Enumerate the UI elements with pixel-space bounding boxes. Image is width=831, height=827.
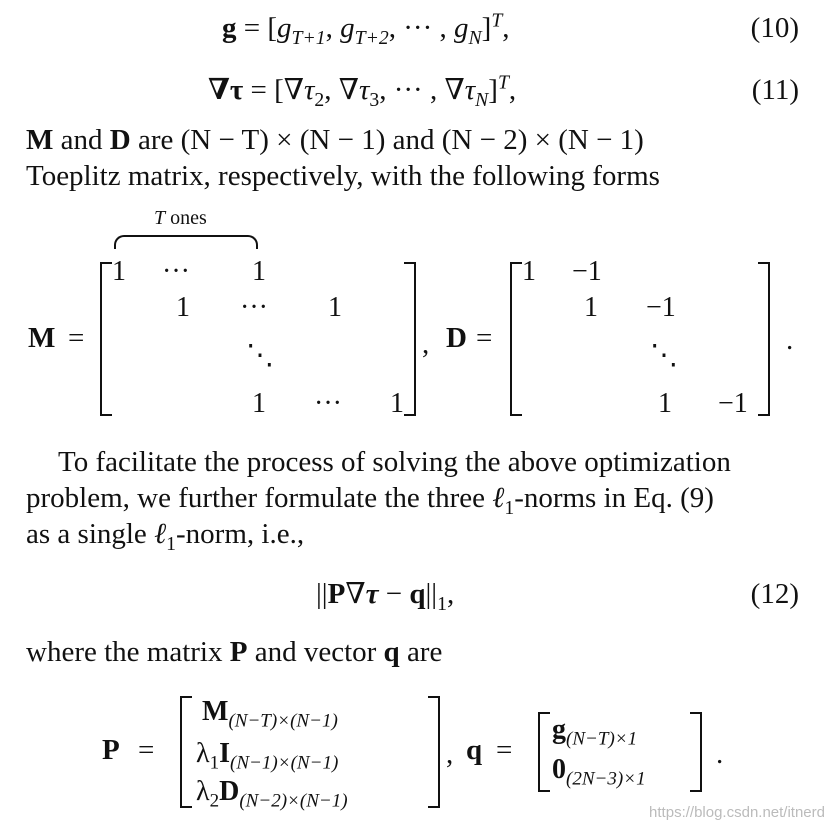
final-q-row-2 xyxy=(552,754,646,790)
brace-label-T: T xyxy=(154,207,166,229)
M-r1-c2: ··· xyxy=(162,256,190,287)
M-r1-c1: 1 xyxy=(112,256,126,287)
final-P-eq: = xyxy=(138,734,155,766)
eq11-t3-sub: N xyxy=(475,88,489,111)
eq10-comma2: , xyxy=(388,12,396,44)
eq11-close: ] xyxy=(488,74,498,106)
final-P-row2-lambda: λ xyxy=(196,738,210,769)
para1-and: and xyxy=(53,124,110,156)
equation-number-10: (10) xyxy=(750,12,799,44)
eq10-close: ] xyxy=(481,12,492,44)
eq11-trail: , xyxy=(508,74,517,106)
matrices-end: . xyxy=(786,324,794,356)
para3-b: and vector xyxy=(247,636,384,668)
final-P-row2-sub: (N−1)×(N−1) xyxy=(230,752,339,774)
final-q-row-1 xyxy=(552,714,638,750)
para2-line2-b: -norms in Eq. (9) xyxy=(514,482,714,514)
eq12-open: || xyxy=(316,578,328,610)
D-r1-c1: 1 xyxy=(522,256,536,287)
eq11-dots: ··· xyxy=(393,74,423,106)
eq10-g2-sub: T+2 xyxy=(354,26,389,49)
equation-11 xyxy=(208,71,517,111)
para2-line3-a: as a single xyxy=(26,518,155,550)
para2-line2-ell: ℓ xyxy=(492,482,505,514)
equation-number-12: (12) xyxy=(750,578,799,610)
brace-label xyxy=(154,206,207,230)
final-P-row2-sym: I xyxy=(219,738,230,769)
paragraph-2-line-1: To facilitate the process of solving the above optimization xyxy=(58,446,731,478)
eq11-eqsign: = xyxy=(250,74,267,106)
eq10-comma3: , xyxy=(439,12,447,44)
eq11-comma2: , xyxy=(379,74,387,106)
M-r2-c3: 1 xyxy=(328,292,342,323)
M-r2-c1: 1 xyxy=(176,292,190,323)
final-q-row2-sub: (2N−3)×1 xyxy=(566,768,646,790)
final-P-row-1 xyxy=(202,696,338,732)
eq12-grad: ∇ xyxy=(345,578,366,610)
final-q-row2-sym: 0 xyxy=(552,754,566,785)
final-P-row2-lambda-sub: 1 xyxy=(209,752,220,774)
eq11-comma1: , xyxy=(324,74,332,106)
final-q-row1-sub: (N−T)×1 xyxy=(566,728,638,750)
matrix-D-right-bracket xyxy=(758,262,770,416)
M-r4-c2: ··· xyxy=(314,388,342,419)
para1-D: D xyxy=(109,124,131,156)
final-end: . xyxy=(716,738,724,770)
eq10-g1: g xyxy=(277,12,292,44)
final-P-right-bracket xyxy=(428,696,440,808)
D-r4-c1: 1 xyxy=(658,388,672,419)
matrix-D-label: D xyxy=(446,322,467,354)
D-r3-c1: ⋱ xyxy=(650,340,678,371)
eq12-tau: τ xyxy=(365,578,379,610)
final-P-row3-lambda: λ xyxy=(196,776,210,807)
eq10-sup: T xyxy=(491,9,503,32)
para3-q: q xyxy=(383,636,400,668)
paragraph-1-line-1 xyxy=(26,122,644,158)
eq11-sup: T xyxy=(497,71,509,94)
final-P-row1-sym: M xyxy=(202,696,229,727)
eq11-t1: ∇τ xyxy=(283,74,315,106)
final-q-label: q xyxy=(466,734,483,766)
eq11-t3: ∇τ xyxy=(444,74,476,106)
final-P-row-2 xyxy=(196,738,339,774)
para2-line2-a: problem, we further formulate the three xyxy=(26,482,493,514)
eq11-lhs: ∇τ xyxy=(208,74,244,106)
para3-c: are xyxy=(399,636,443,668)
final-P-left-bracket xyxy=(180,696,192,808)
M-r4-c3: 1 xyxy=(390,388,404,419)
para3-a: where the matrix xyxy=(26,636,230,668)
para2-line3-ell: ℓ xyxy=(154,518,167,550)
eq12-trail: , xyxy=(446,578,455,610)
para2-line3-b: -norm, i.e., xyxy=(176,518,305,550)
D-r4-c2: −1 xyxy=(718,388,748,419)
matrix-M-right-bracket xyxy=(404,262,416,416)
final-P-label: P xyxy=(102,734,120,766)
final-q-right-bracket xyxy=(690,712,702,792)
final-P-row3-lambda-sub: 2 xyxy=(209,790,220,812)
final-P-row1-sub: (N−T)×(N−1) xyxy=(228,710,338,732)
D-r2-c2: −1 xyxy=(646,292,676,323)
overbrace xyxy=(114,235,258,249)
final-P-row3-sub: (N−2)×(N−1) xyxy=(239,790,348,812)
eq11-comma3: , xyxy=(429,74,438,106)
eq10-g1-sub: T+1 xyxy=(291,26,326,49)
final-sep: , xyxy=(446,738,454,770)
para1-M: M xyxy=(26,124,54,156)
brace-label-ones: ones xyxy=(165,207,207,229)
final-q-eq: = xyxy=(496,734,513,766)
eq10-g3-sub: N xyxy=(468,26,482,49)
eq12-close: || xyxy=(425,578,438,610)
eq11-t1-sub: 2 xyxy=(314,88,325,111)
eq10-lhs: g xyxy=(222,12,237,44)
eq11-t2-sub: 3 xyxy=(369,88,380,111)
D-r2-c1: 1 xyxy=(584,292,598,323)
equation-12 xyxy=(316,576,455,615)
eq10-open: [ xyxy=(267,12,278,44)
eq10-eqsign: = xyxy=(243,12,261,44)
M-r3-c1: ⋱ xyxy=(246,340,274,371)
M-r4-c1: 1 xyxy=(252,388,266,419)
para1-rest: are (N − T) × (N − 1) and (N − 2) × (N − 1) xyxy=(130,124,644,156)
eq10-trail: , xyxy=(502,12,510,44)
eq12-minus: − xyxy=(378,578,410,610)
paragraph-2-line-3 xyxy=(26,516,305,555)
matrix-D-eq: = xyxy=(476,322,493,354)
eq11-t2: ∇τ xyxy=(338,74,370,106)
eq10-dots: ··· xyxy=(403,12,433,44)
final-q-left-bracket xyxy=(538,712,550,792)
eq12-sub: 1 xyxy=(437,592,447,615)
M-r2-c2: ··· xyxy=(240,292,268,323)
final-q-row1-sym: g xyxy=(552,714,566,745)
matrix-D-left-bracket xyxy=(510,262,522,416)
eq10-g2: g xyxy=(340,12,355,44)
final-P-row3-sym: D xyxy=(219,776,240,807)
paragraph-1-line-2: Toeplitz matrix, respectively, with the following forms xyxy=(26,160,660,192)
equation-number-11: (11) xyxy=(751,74,799,106)
eq10-comma1: , xyxy=(325,12,333,44)
eq12-q: q xyxy=(409,578,426,610)
watermark: https://blog.csdn.net/itnerd xyxy=(649,804,825,821)
equation-10 xyxy=(222,9,510,49)
paragraph-3 xyxy=(26,634,442,670)
final-P-row-3 xyxy=(196,776,348,812)
eq12-P: P xyxy=(327,578,346,610)
para2-line2-sub: 1 xyxy=(504,496,515,519)
M-r1-c3: 1 xyxy=(252,256,266,287)
para2-line3-sub: 1 xyxy=(166,532,177,555)
eq11-open: [ xyxy=(274,74,284,106)
matrix-M-eq: = xyxy=(68,322,85,354)
matrix-separator: , xyxy=(422,328,430,360)
paragraph-2-line-2 xyxy=(26,480,714,519)
para3-P: P xyxy=(229,636,248,668)
matrix-M-left-bracket xyxy=(100,262,112,416)
D-r1-c2: −1 xyxy=(572,256,602,287)
matrix-M-label: M xyxy=(28,322,56,354)
eq10-g3: g xyxy=(453,12,469,44)
